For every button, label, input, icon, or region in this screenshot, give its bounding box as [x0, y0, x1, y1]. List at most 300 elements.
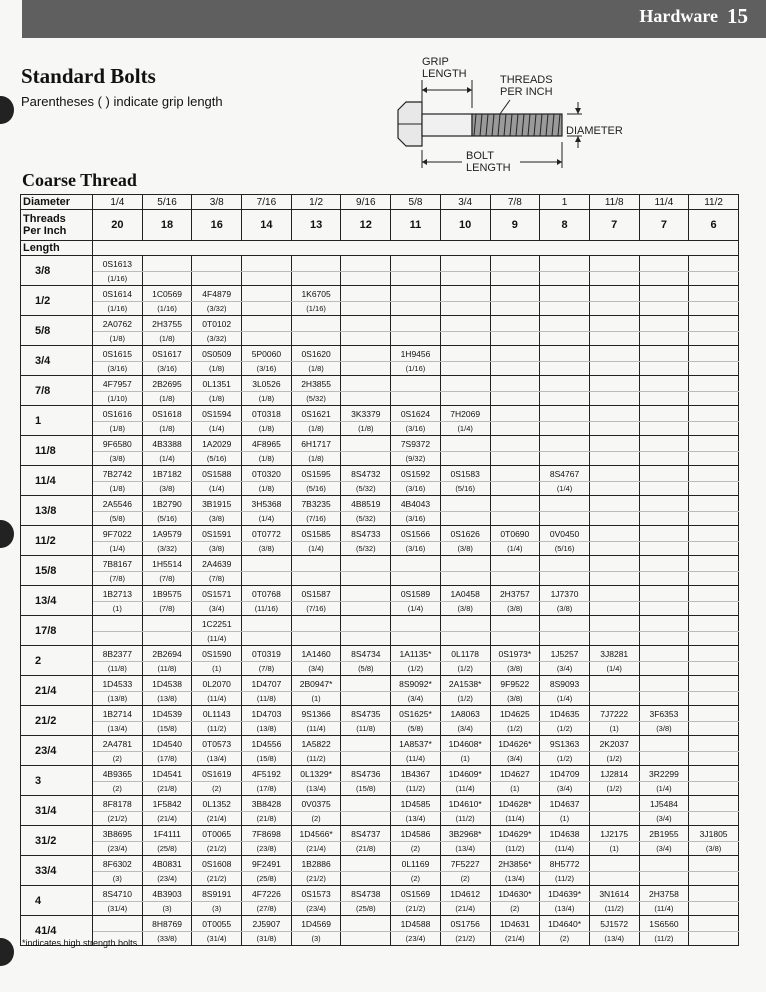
- length-cell: 13/4: [21, 586, 93, 616]
- grip-length-cell: (2): [440, 872, 490, 886]
- part-number-cell: 0S1590: [192, 646, 242, 662]
- grip-length-cell: (11/2): [391, 782, 441, 796]
- part-number-cell: [689, 856, 739, 872]
- table-row: [21, 796, 739, 812]
- part-number-cell: 8S9191: [192, 886, 242, 902]
- part-number-cell: 4B4043: [391, 496, 441, 512]
- grip-length-cell: (11/4): [490, 812, 540, 826]
- part-number-cell: 0T0772: [242, 526, 292, 542]
- table-row-grip: [21, 302, 739, 316]
- grip-length-cell: (11/4): [192, 632, 242, 646]
- part-number-cell: [440, 286, 490, 302]
- part-number-cell: [490, 496, 540, 512]
- part-number-cell: 3L0526: [242, 376, 292, 392]
- part-number-cell: 0S1756: [440, 916, 490, 932]
- grip-length-cell: (1/4): [391, 602, 441, 616]
- grip-length-cell: (7/16): [291, 512, 341, 526]
- part-number-cell: [341, 736, 391, 752]
- grip-length-cell: [689, 482, 739, 496]
- threads-header: Threads Per Inch: [21, 210, 93, 241]
- grip-length-cell: (23/4): [142, 872, 192, 886]
- part-number-cell: 0S1621: [291, 406, 341, 422]
- part-number-cell: 1A9579: [142, 526, 192, 542]
- grip-length-cell: [589, 602, 639, 616]
- part-number-cell: [689, 586, 739, 602]
- grip-length-cell: (1): [440, 752, 490, 766]
- part-number-cell: 0S1615: [93, 346, 143, 362]
- grip-length-cell: [93, 632, 143, 646]
- part-number-cell: 1A1460: [291, 646, 341, 662]
- threads-cell: 9: [490, 210, 540, 241]
- part-number-cell: 1J5484: [639, 796, 689, 812]
- part-number-cell: 1B4367: [391, 766, 441, 782]
- page-note: Parentheses ( ) indicate grip length: [21, 94, 223, 109]
- grip-length-cell: [341, 752, 391, 766]
- table-row-grip: [21, 692, 739, 706]
- diameter-cell: 5/16: [142, 195, 192, 210]
- grip-length-cell: (13/4): [490, 872, 540, 886]
- table-row: [21, 256, 739, 272]
- part-number-cell: 1D4703: [242, 706, 292, 722]
- grip-length-cell: (1/10): [93, 392, 143, 406]
- part-number-cell: [689, 796, 739, 812]
- table-row: [21, 616, 739, 632]
- part-number-cell: [689, 706, 739, 722]
- grip-length-cell: (15/8): [142, 722, 192, 736]
- part-number-cell: 0S1625*: [391, 706, 441, 722]
- part-number-cell: 1A5822: [291, 736, 341, 752]
- grip-length-cell: [689, 722, 739, 736]
- part-number-cell: 7B3235: [291, 496, 341, 512]
- binder-hole: [0, 938, 14, 966]
- grip-length-cell: [589, 872, 639, 886]
- grip-length-cell: [540, 362, 590, 376]
- table-row: [21, 526, 739, 542]
- grip-length-cell: [440, 632, 490, 646]
- grip-length-cell: (3/8): [142, 482, 192, 496]
- part-number-cell: [689, 316, 739, 332]
- part-number-cell: [341, 376, 391, 392]
- part-number-cell: [490, 616, 540, 632]
- table-row-grip: [21, 812, 739, 826]
- part-number-cell: 5P0060: [242, 346, 292, 362]
- grip-length-cell: (31/4): [192, 932, 242, 946]
- grip-length-cell: [540, 392, 590, 406]
- grip-length-cell: [341, 872, 391, 886]
- bolt-table-container: [20, 194, 738, 946]
- part-number-cell: 1D4629*: [490, 826, 540, 842]
- grip-length-cell: (11/4): [391, 752, 441, 766]
- part-number-cell: 1A1135*: [391, 646, 441, 662]
- part-number-cell: 0L1351: [192, 376, 242, 392]
- length-header-row: [21, 241, 739, 256]
- part-number-cell: 8H8769: [142, 916, 192, 932]
- part-number-cell: [440, 616, 490, 632]
- part-number-cell: 1D4635: [540, 706, 590, 722]
- part-number-cell: 3R2299: [639, 766, 689, 782]
- part-number-cell: [639, 856, 689, 872]
- grip-length-cell: [589, 302, 639, 316]
- grip-length-cell: [440, 362, 490, 376]
- part-number-cell: [341, 256, 391, 272]
- bolt-length-label: BOLT LENGTH: [466, 150, 511, 174]
- threads-cell: 11: [391, 210, 441, 241]
- grip-length-cell: [341, 812, 391, 826]
- grip-length-cell: [639, 362, 689, 376]
- grip-length-cell: [589, 272, 639, 286]
- grip-length-cell: (1/2): [440, 692, 490, 706]
- part-number-cell: [490, 376, 540, 392]
- grip-length-cell: [391, 572, 441, 586]
- part-number-cell: 1D4638: [540, 826, 590, 842]
- diameter-header: Diameter: [21, 195, 93, 210]
- grip-length-cell: [391, 302, 441, 316]
- part-number-cell: 1B2714: [93, 706, 143, 722]
- part-number-cell: [689, 346, 739, 362]
- grip-length-cell: (21/4): [192, 812, 242, 826]
- length-cell: 33/4: [21, 856, 93, 886]
- part-number-cell: [242, 316, 292, 332]
- part-number-cell: [291, 256, 341, 272]
- part-number-cell: 1B2713: [93, 586, 143, 602]
- part-number-cell: 6H1717: [291, 436, 341, 452]
- part-number-cell: 1J2175: [589, 826, 639, 842]
- part-number-cell: 3F6353: [639, 706, 689, 722]
- grip-length-cell: [689, 692, 739, 706]
- table-row: [21, 886, 739, 902]
- part-number-cell: 2B1955: [639, 826, 689, 842]
- part-number-cell: [689, 496, 739, 512]
- part-number-cell: 0S1588: [192, 466, 242, 482]
- grip-length-cell: (1/8): [192, 362, 242, 376]
- table-row-grip: [21, 482, 739, 496]
- part-number-cell: 0T0768: [242, 586, 292, 602]
- part-number-cell: 0S1595: [291, 466, 341, 482]
- grip-length-cell: (1/4): [93, 542, 143, 556]
- grip-length-cell: (21/2): [93, 812, 143, 826]
- grip-length-cell: (13/8): [93, 692, 143, 706]
- part-number-cell: [341, 916, 391, 932]
- part-number-cell: 0S1583: [440, 466, 490, 482]
- grip-length-cell: (3/16): [391, 482, 441, 496]
- bolt-diagram: [392, 50, 632, 180]
- table-row-grip: [21, 332, 739, 346]
- part-number-cell: [639, 256, 689, 272]
- grip-length-cell: [639, 482, 689, 496]
- grip-length-cell: [490, 632, 540, 646]
- part-number-cell: 7F5227: [440, 856, 490, 872]
- diameter-cell: 3/4: [440, 195, 490, 210]
- part-number-cell: 1D4586: [391, 826, 441, 842]
- grip-length-cell: [689, 332, 739, 346]
- grip-length-cell: (7/16): [291, 602, 341, 616]
- grip-length-cell: [490, 512, 540, 526]
- part-number-cell: 2H3755: [142, 316, 192, 332]
- part-number-cell: [639, 286, 689, 302]
- part-number-cell: [689, 676, 739, 692]
- grip-length-cell: (23/8): [242, 842, 292, 856]
- part-number-cell: 0V0450: [540, 526, 590, 542]
- part-number-cell: [589, 406, 639, 422]
- grip-length-cell: [391, 632, 441, 646]
- grip-length-cell: (11/2): [192, 722, 242, 736]
- length-cell: 17/8: [21, 616, 93, 646]
- grip-length-cell: [639, 272, 689, 286]
- grip-length-cell: [689, 422, 739, 436]
- grip-length-cell: [242, 632, 292, 646]
- grip-length-cell: [639, 602, 689, 616]
- part-number-cell: [639, 556, 689, 572]
- grip-length-cell: (13/4): [391, 812, 441, 826]
- part-number-cell: [689, 256, 739, 272]
- part-number-cell: 8S9093: [540, 676, 590, 692]
- part-number-cell: [291, 616, 341, 632]
- table-row: [21, 346, 739, 362]
- grip-length-cell: (25/8): [242, 872, 292, 886]
- part-number-cell: 0L1352: [192, 796, 242, 812]
- part-number-cell: 7J7222: [589, 706, 639, 722]
- grip-length-cell: [490, 302, 540, 316]
- grip-length-cell: [291, 332, 341, 346]
- grip-length-cell: (21/2): [391, 902, 441, 916]
- diameter-cell: 7/8: [490, 195, 540, 210]
- part-number-cell: 0S0509: [192, 346, 242, 362]
- table-row: [21, 496, 739, 512]
- grip-length-cell: (11/4): [639, 902, 689, 916]
- part-number-cell: [242, 256, 292, 272]
- grip-length-cell: [540, 572, 590, 586]
- part-number-cell: 0T0320: [242, 466, 292, 482]
- grip-length-cell: [689, 902, 739, 916]
- part-number-cell: [192, 256, 242, 272]
- length-cell: 3/8: [21, 256, 93, 286]
- grip-length-cell: (2): [391, 872, 441, 886]
- part-number-cell: [440, 316, 490, 332]
- part-number-cell: 1C2251: [192, 616, 242, 632]
- length-cell: 5/8: [21, 316, 93, 346]
- grip-length-cell: (3/16): [142, 362, 192, 376]
- part-number-cell: 1D4588: [391, 916, 441, 932]
- diameter-cell: 5/8: [391, 195, 441, 210]
- grip-length-cell: [391, 392, 441, 406]
- grip-length-cell: (11/8): [93, 662, 143, 676]
- grip-length-cell: [242, 272, 292, 286]
- part-number-cell: [540, 406, 590, 422]
- table-row-grip: [21, 872, 739, 886]
- grip-length-cell: (3/16): [242, 362, 292, 376]
- part-number-cell: 8H5772: [540, 856, 590, 872]
- grip-length-cell: (1): [192, 662, 242, 676]
- grip-length-cell: (1/8): [242, 422, 292, 436]
- grip-length-cell: [689, 512, 739, 526]
- grip-length-cell: (1): [589, 842, 639, 856]
- grip-length-cell: (5/32): [341, 512, 391, 526]
- part-number-cell: [142, 256, 192, 272]
- part-number-cell: 1D4627: [490, 766, 540, 782]
- part-number-cell: [639, 736, 689, 752]
- grip-length-cell: [540, 422, 590, 436]
- part-number-cell: [440, 256, 490, 272]
- grip-length-cell: (9/32): [391, 452, 441, 466]
- part-number-cell: [589, 436, 639, 452]
- part-number-cell: 1B7182: [142, 466, 192, 482]
- part-number-cell: 8S4738: [341, 886, 391, 902]
- part-number-cell: 0S1614: [93, 286, 143, 302]
- grip-length-cell: [440, 332, 490, 346]
- table-row: [21, 646, 739, 662]
- grip-length-cell: (1/4): [192, 482, 242, 496]
- grip-length-cell: (2): [391, 842, 441, 856]
- part-number-cell: 2H3855: [291, 376, 341, 392]
- grip-length-cell: [142, 272, 192, 286]
- part-number-cell: [589, 496, 639, 512]
- part-number-cell: 0L1178: [440, 646, 490, 662]
- grip-length-cell: (13/4): [540, 902, 590, 916]
- part-number-cell: 1F4111: [142, 826, 192, 842]
- length-cell: 4: [21, 886, 93, 916]
- part-number-cell: [391, 376, 441, 392]
- grip-length-cell: [689, 872, 739, 886]
- part-number-cell: 0S1608: [192, 856, 242, 872]
- part-number-cell: [490, 256, 540, 272]
- part-number-cell: 0T0055: [192, 916, 242, 932]
- grip-length-cell: (31/4): [93, 902, 143, 916]
- grip-length-cell: [589, 422, 639, 436]
- part-number-cell: [540, 616, 590, 632]
- grip-length-cell: (5/32): [341, 542, 391, 556]
- grip-length-cell: [689, 572, 739, 586]
- grip-length-cell: [689, 542, 739, 556]
- grip-length-cell: [490, 392, 540, 406]
- part-number-cell: [540, 256, 590, 272]
- grip-length-cell: (5/8): [341, 662, 391, 676]
- part-number-cell: 0S1618: [142, 406, 192, 422]
- grip-length-cell: (13/4): [589, 932, 639, 946]
- part-number-cell: 0S1571: [192, 586, 242, 602]
- diameter-cell: 1/2: [291, 195, 341, 210]
- part-number-cell: 3B1915: [192, 496, 242, 512]
- length-cell: 41/4: [21, 916, 93, 946]
- part-number-cell: 0V0375: [291, 796, 341, 812]
- part-number-cell: 7B8167: [93, 556, 143, 572]
- bolt-table: [20, 194, 739, 946]
- diameter-cell: 1: [540, 195, 590, 210]
- grip-length-cell: [689, 362, 739, 376]
- diameter-label: DIAMETER: [566, 125, 623, 137]
- part-number-cell: 7F8698: [242, 826, 292, 842]
- table-row-grip: [21, 752, 739, 766]
- part-number-cell: 1A8063: [440, 706, 490, 722]
- table-row: [21, 676, 739, 692]
- part-number-cell: [291, 556, 341, 572]
- grip-length-cell: (11/4): [440, 782, 490, 796]
- part-number-cell: [589, 616, 639, 632]
- grip-length-cell: (21/4): [440, 902, 490, 916]
- part-number-cell: [639, 436, 689, 452]
- part-number-cell: [639, 526, 689, 542]
- part-number-cell: [391, 616, 441, 632]
- grip-length-cell: (1/8): [291, 422, 341, 436]
- grip-length-cell: (3/16): [391, 422, 441, 436]
- grip-length-cell: (3/8): [440, 602, 490, 616]
- table-row: [21, 916, 739, 932]
- part-number-cell: [540, 496, 590, 512]
- part-number-cell: 3K3379: [341, 406, 391, 422]
- part-number-cell: [341, 796, 391, 812]
- grip-length-cell: (1/8): [242, 392, 292, 406]
- part-number-cell: 2J5907: [242, 916, 292, 932]
- part-number-cell: [589, 466, 639, 482]
- grip-length-cell: (21/8): [142, 782, 192, 796]
- grip-length-cell: (1/8): [93, 422, 143, 436]
- grip-length-cell: [540, 632, 590, 646]
- part-number-cell: 2A1538*: [440, 676, 490, 692]
- table-row-grip: [21, 542, 739, 556]
- grip-length-cell: [589, 392, 639, 406]
- part-number-cell: 1C0569: [142, 286, 192, 302]
- grip-length-cell: (1/16): [391, 362, 441, 376]
- part-number-cell: [540, 436, 590, 452]
- part-number-cell: 8B2377: [93, 646, 143, 662]
- part-number-cell: 1D4539: [142, 706, 192, 722]
- part-number-cell: 9F6580: [93, 436, 143, 452]
- part-number-cell: 2A0762: [93, 316, 143, 332]
- length-cell: 11/8: [21, 436, 93, 466]
- grip-length-cell: (3/16): [391, 512, 441, 526]
- grip-length-cell: [589, 632, 639, 646]
- part-number-cell: [689, 736, 739, 752]
- grip-length-cell: (7/8): [242, 662, 292, 676]
- grip-length-cell: (3/16): [391, 542, 441, 556]
- grip-length-cell: (1/8): [341, 422, 391, 436]
- grip-length-cell: (1): [93, 602, 143, 616]
- part-number-cell: 1D4709: [540, 766, 590, 782]
- part-number-cell: 1D4640*: [540, 916, 590, 932]
- part-number-cell: [540, 286, 590, 302]
- grip-length-cell: (5/16): [440, 482, 490, 496]
- grip-length-cell: [341, 632, 391, 646]
- grip-length-cell: (13/4): [440, 842, 490, 856]
- part-number-cell: [689, 466, 739, 482]
- grip-length-cell: [639, 452, 689, 466]
- page-title: Standard Bolts: [21, 64, 156, 88]
- grip-length-cell: (11/2): [291, 752, 341, 766]
- grip-length-cell: (2): [93, 752, 143, 766]
- grip-length-cell: (15/8): [242, 752, 292, 766]
- part-number-cell: 1F5842: [142, 796, 192, 812]
- part-number-cell: 0L2070: [192, 676, 242, 692]
- part-number-cell: [490, 346, 540, 362]
- part-number-cell: [341, 436, 391, 452]
- part-number-cell: 2H3758: [639, 886, 689, 902]
- part-number-cell: 9S1366: [291, 706, 341, 722]
- grip-length-cell: (1/4): [540, 482, 590, 496]
- part-number-cell: 0S1620: [291, 346, 341, 362]
- part-number-cell: 0T0065: [192, 826, 242, 842]
- table-row: [21, 286, 739, 302]
- part-number-cell: [490, 286, 540, 302]
- grip-length-cell: (1/8): [93, 482, 143, 496]
- grip-length-cell: (21/2): [291, 872, 341, 886]
- part-number-cell: 0T0690: [490, 526, 540, 542]
- part-number-cell: [341, 616, 391, 632]
- part-number-cell: 1D4556: [242, 736, 292, 752]
- grip-length-cell: (3/8): [192, 512, 242, 526]
- part-number-cell: 1H5514: [142, 556, 192, 572]
- grip-length-cell: [589, 362, 639, 376]
- part-number-cell: 1D4637: [540, 796, 590, 812]
- grip-length-cell: (3/8): [93, 452, 143, 466]
